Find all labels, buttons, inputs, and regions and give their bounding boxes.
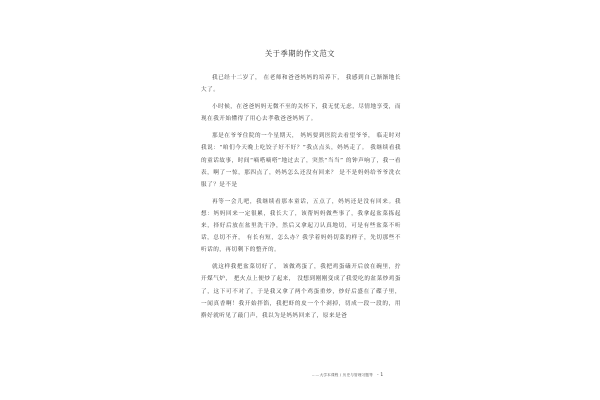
paragraph: 我已经十二岁了， 在老师和爸爸妈妈的培养下， 我感到自己渐渐地长大了。 — [201, 75, 401, 94]
page-number: - 1 — [377, 373, 384, 378]
document-title: 关于季期的作文范文 — [264, 49, 336, 58]
footer-text: ……大学本课程 / 历史与管理习题等 — [312, 373, 374, 377]
document-body — [201, 72, 401, 322]
paragraph: 就这样我把盆菜切好了， 该做鸡蛋了，我把鸡蛋磕开后放在碗里，拧开煤气炉， 把火点上便炒了起来， 没想到刚刚变成了我爱吃的盆菜炒鸡蛋了，这下可不对了，于是我又拿了两个鸡蛋重炒，炒好后盛在了碟子里，一闻真香啊！我开始拌馅，我把虾的皮一个个剥掉，切成一段一段的，用擀好就听见了敲门声，我以为是妈妈回来了，原来是爸 — [201, 264, 401, 319]
paragraph: 再等一会儿吧，我继续看那本童话，五点了，妈妈还是没有回来。我想：妈妈回来一定很累，我长大了，该帮妈妈做些事了，我拿起盆菜拣起来，择好后放在盆里洗干净，然后又拿起刀认真地切，可是有些盆菜不听话，总切不齐， 有长有短，怎么办？我学着妈妈切菜的样子，先切那些不听话的，再切剩下的整齐的。 — [201, 198, 401, 254]
page-footer — [312, 373, 383, 378]
paragraph: 那是在爷爷住院的一个星期天， 妈妈要到医院去看望爷爷， 临走时对我说：“咱们今天晚上吃饺子好不好？”我点点头，妈妈走了。 我继续看我的童话故事，时间“嘀嗒嘀嗒”地过去了，突然“当当” 的钟声响了，我一看表，啊了一惊，那四点了，妈妈怎么还没有回来？ 是不是妈妈给爷爷洗衣服了？是不是 — [201, 133, 401, 188]
paragraph: 小时候，在爸爸妈妈无微不至的关怀下，我无忧无虑，尽情地享受，而现在我开始懂得了用心去孝敬爸爸妈妈了。 — [201, 104, 401, 123]
